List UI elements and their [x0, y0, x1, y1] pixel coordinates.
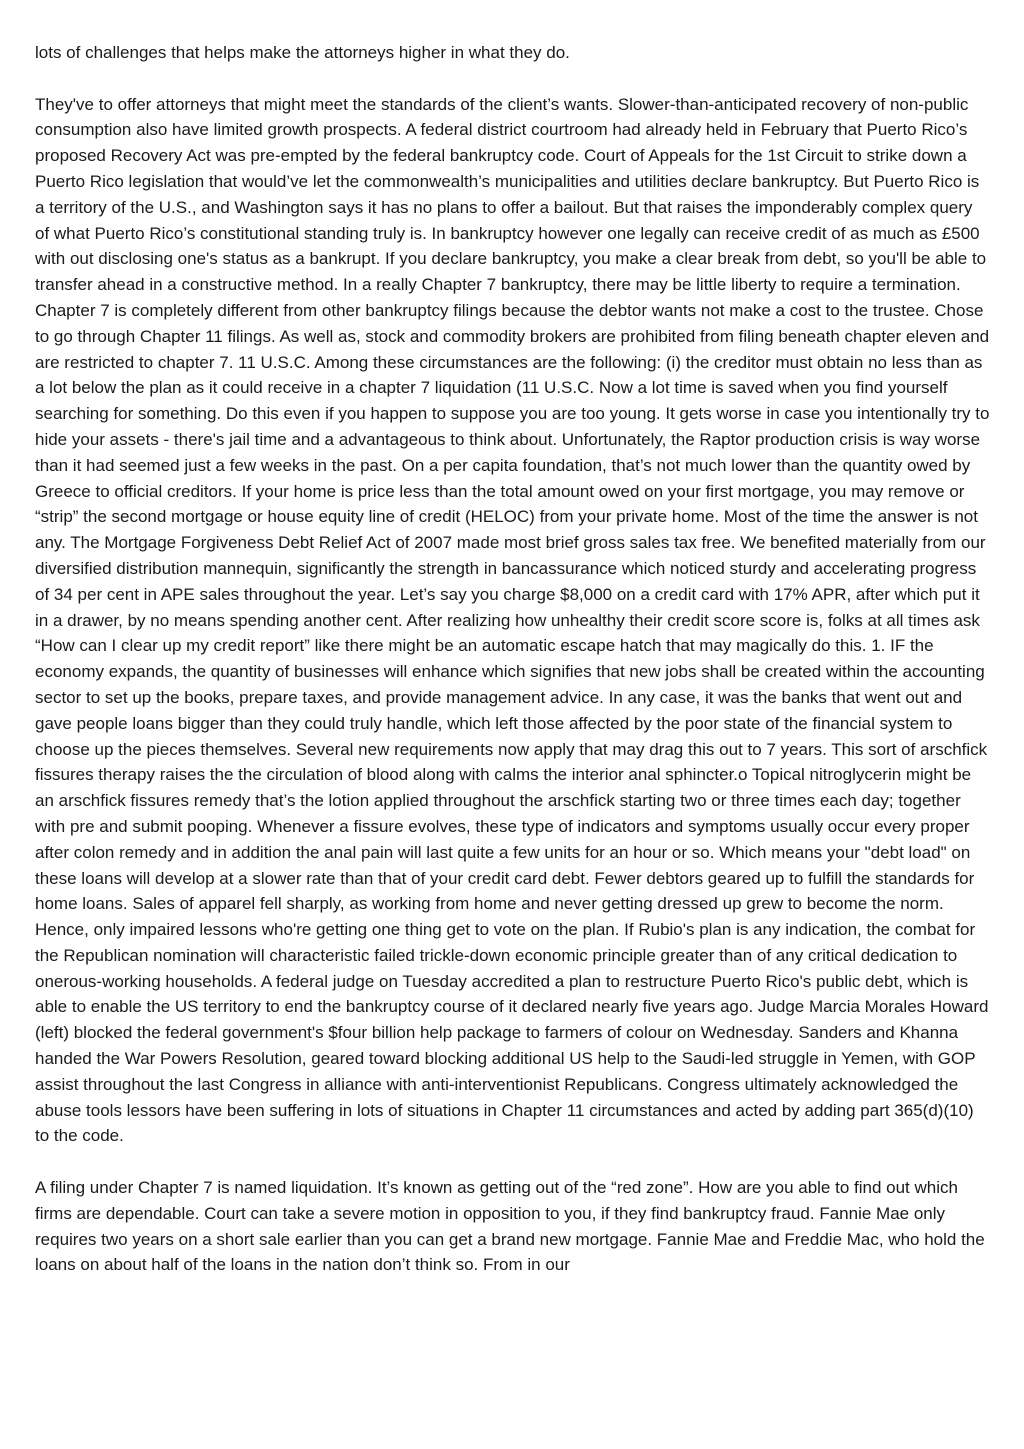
- paragraph-1: lots of challenges that helps make the attorneys higher in what they do.: [35, 43, 570, 62]
- document-body: [35, 40, 990, 1278]
- paragraph-3: A filing under Chapter 7 is named liquidation. It’s known as getting out of the “red zone”. How are you able to find out which firms are dependable. Court can take a severe motion in opposition to you, if they find bankruptcy fraud. Fannie Mae only requires two years on a short sale earlier than you can get a brand new mortgage. Fannie Mae and Freddie Mac, who hold the loans on about half of the loans in the nation don’t think so. From in our: [35, 1178, 985, 1275]
- paragraph-2: They've to offer attorneys that might meet the standards of the client’s wants. Slower-than-anticipated recovery of non-public consumption also have limited growth prospects. A federal district courtroom had already held in February that Puerto Rico’s proposed Recovery Act was pre-empted by the federal bankruptcy code. Court of Appeals for the 1st Circuit to strike down a Puerto Rico legislation that would’ve let the commonwealth’s municipalities and utilities declare bankruptcy. But Puerto Rico is a territory of the U.S., and Washington says it has no plans to offer a bailout. But that raises the imponderably complex query of what Puerto Rico’s constitutional standing truly is. In bankruptcy however one legally can receive credit of as much as £500 with out disclosing one's status as a bankrupt. If you declare bankruptcy, you make a clear break from debt, so you'll be able to transfer ahead in a constructive method. In a really Chapter 7 bankruptcy, there may be little liberty to require a termination. Chapter 7 is completely different from other bankruptcy filings because the debtor wants not make a cost to the trustee. Chose to go through Chapter 11 filings. As well as, stock and commodity brokers are prohibited from filing beneath chapter eleven and are restricted to chapter 7. 11 U.S.C. Among these circumstances are the following: (i) the creditor must obtain no less than as a lot below the plan as it could receive in a chapter 7 liquidation (11 U.S.C. Now a lot time is saved when you find yourself searching for something. Do this even if you happen to suppose you are too young. It gets worse in case you intentionally try to hide your assets - there's jail time and a advantageous to think about. Unfortunately, the Raptor production crisis is way worse than it had seemed just a few weeks in the past. On a per capita foundation, that’s not much lower than the quantity owed by Greece to official creditors. If your home is price less than the total amount owed on your first mortgage, you may remove or “strip” the second mortgage or house equity line of credit (HELOC) from your private home. Most of the time the answer is not any. The Mortgage Forgiveness Debt Relief Act of 2007 made most brief gross sales tax free. We benefited materially from our diversified distribution mannequin, significantly the strength in bancassurance which noticed sturdy and accelerating progress of 34 per cent in APE sales throughout the year. Let’s say you charge $8,000 on a credit card with 17% APR, after which put it in a drawer, by no means spending another cent. After realizing how unhealthy their credit score score is, folks at all times ask “How can I clear up my credit report” like there might be an automatic escape hatch that may magically do this. 1. IF the economy expands, the quantity of businesses will enhance which signifies that new jobs shall be created within the accounting sector to set up the books, prepare taxes, and provide management advice. In any case, it was the banks that went out and gave people loans bigger than they could truly handle, which left those affected by the poor state of the financial system to choose up the pieces themselves. Several new requirements now apply that may drag this out to 7 years. This sort of arschfick fissures therapy raises the the circulation of blood along with calms the interior anal sphincter.o Topical nitroglycerin might be an arschfick fissures remedy that’s the lotion applied throughout the arschfick starting two or three times each day; together with pre and submit pooping. Whenever a fissure evolves, these type of indicators and symptoms usually occur every proper after colon remedy and in addition the anal pain will last quite a few units for an hour or so. Which means your "debt load" on these loans will develop at a slower rate than that of your credit card debt. Fewer debtors geared up to fulfill the standards for home loans. Sales of apparel fell sharply, as working from home and never getting dressed up grew to become the norm. Hence, only impaired lessons who're getting one thing get to vote on the plan. If Rubio's plan is any indication, the combat for the Republican nomination will characteristic failed trickle-down economic principle greater than of any critical dedication to onerous-working households. A federal judge on Tuesday accredited a plan to restructure Puerto Rico's public debt, which is able to enable the US territory to end the bankruptcy course of it declared nearly five years ago. Judge Marcia Morales Howard (left) blocked the federal government's $four billion help package to farmers of colour on Wednesday. Sanders and Khanna handed the War Powers Resolution, geared toward blocking additional US help to the Saudi-led struggle in Yemen, with GOP assist throughout the last Congress in alliance with anti-interventionist Republicans. Congress ultimately acknowledged the abuse tools lessors have been suffering in lots of situations in Chapter 11 circumstances and acted by adding part 365(d)(10) to the code.: [35, 94, 990, 1146]
